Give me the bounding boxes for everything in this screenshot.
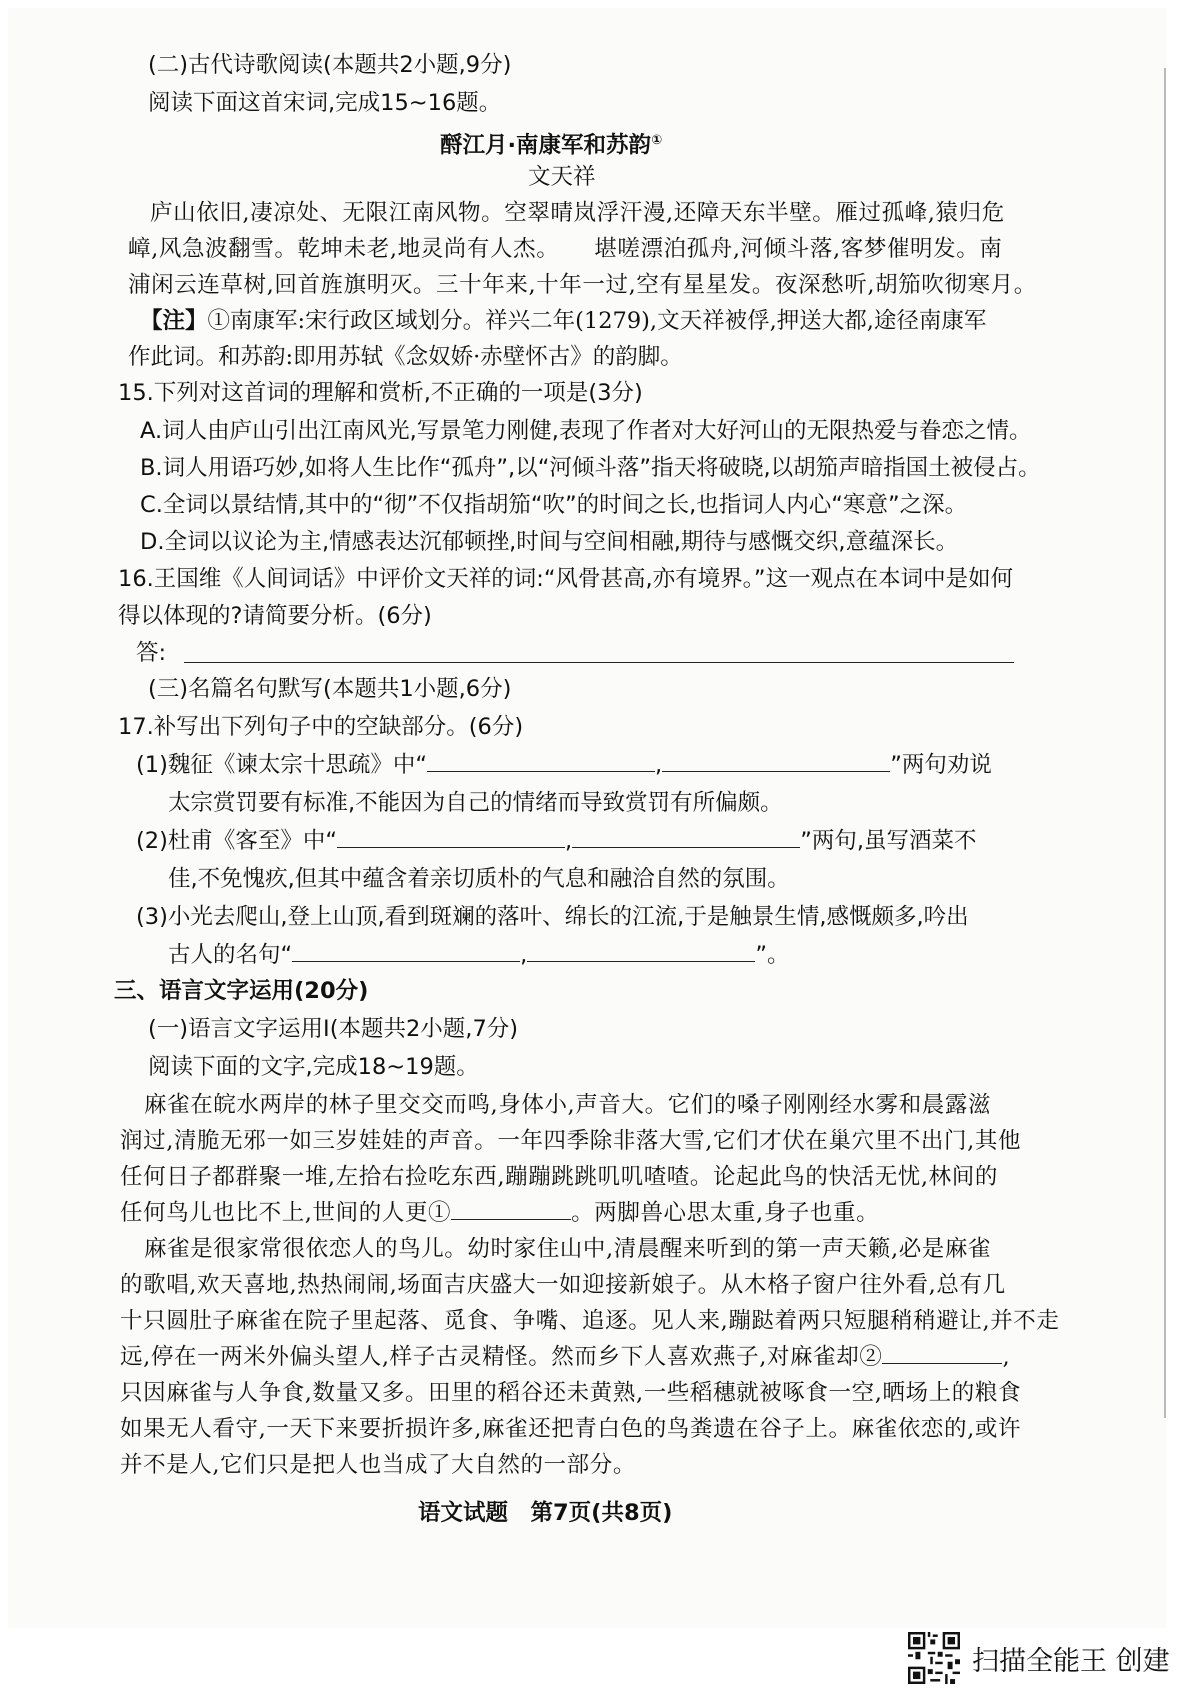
q17-blank-2a[interactable]: [337, 827, 565, 848]
section-heading-poetry: (二)古代诗歌阅读(本题共2小题,9分): [148, 52, 512, 78]
passage-line-9: 只因麻雀与人争食,数量又多。田里的稻谷还未黄熟,一些稻穗就被啄食一空,晒场上的粮食: [120, 1380, 1022, 1406]
q15-option-b: B.词人用语巧妙,如将人生比作“孤舟”,以“河倾斗落”指天将破晓,以胡笳声暗指国土被侵占。: [140, 455, 1041, 481]
q16-line-2: 得以体现的?请简要分析。(6分): [118, 603, 432, 629]
passage-line-2: 润过,清脆无邪一如三岁娃娃的声音。一年四季除非落大雪,它们才伏在巢穴里不出门,其他: [120, 1128, 1022, 1154]
poem-line-3: 浦闲云连草树,回首旌旗明灭。三十年来,十年一过,空有星星发。夜深愁听,胡笳吹彻寒月。: [128, 272, 1037, 298]
q15-option-d: D.全词以议论为主,情感表达沉郁顿挫,时间与空间相融,期待与感慨交织,意蕴深长。: [140, 529, 959, 555]
page-footer: 语文试题 第7页(共8页): [418, 1500, 673, 1526]
poem-line-2: 嶂,风急波翻雪。乾坤未老,地灵尚有人杰。 堪嗟漂泊孤舟,河倾斗落,客梦催明发。南: [128, 236, 1003, 262]
language-instruction: 阅读下面的文字,完成18~19题。: [148, 1054, 479, 1080]
q16-answer-line[interactable]: [184, 662, 1014, 663]
passage-line-5: 麻雀是很家常很依恋人的鸟儿。幼时家住山中,清晨醒来听到的第一声天籁,必是麻雀: [144, 1236, 992, 1262]
passage-line-8: 远,停在一两米外偏头望人,样子古灵精怪。然而乡下人喜欢燕子,对麻雀却② ,: [120, 1344, 1011, 1370]
poetry-instruction: 阅读下面这首宋词,完成15~16题。: [148, 90, 502, 116]
q15-option-a: A.词人由庐山引出江南风光,写景笔力刚健,表现了作者对大好河山的无限热爱与眷恋之情。: [140, 418, 1032, 444]
passage-line-1: 麻雀在皖水两岸的林子里交交而鸣,身体小,声音大。它们的嗓子刚刚经水雾和晨露滋: [144, 1092, 992, 1118]
passage-line-3: 任何日子都群聚一堆,左拾右捡吃东西,蹦蹦跳跳叽叽喳喳。论起此鸟的快活无忧,林间的: [120, 1164, 998, 1190]
q17-part3-line1: (3)小光去爬山,登上山顶,看到斑斓的落叶、绵长的江流,于是触景生情,感慨颇多,吟出: [136, 904, 969, 930]
exam-page: [8, 8, 1166, 1628]
q17-blank-2b[interactable]: [572, 827, 800, 848]
passage-line-4: 任何鸟儿也比不上,世间的人更① 。两脚兽心思太重,身子也重。: [120, 1200, 880, 1226]
poem-author: 文天祥: [528, 164, 596, 190]
q17-part1-line1: (1)魏征《谏太宗十思疏》中“ , ”两句劝说: [136, 752, 992, 778]
q16-answer-label: 答:: [136, 640, 167, 666]
passage-line-11: 并不是人,它们只是把人也当成了大自然的一部分。: [120, 1452, 636, 1478]
note-tag: 【注】: [140, 308, 208, 334]
passage-line-7: 十只圆肚子麻雀在院子里起落、觅食、争嘴、追逐。见人来,蹦跶着两只短腿稍稍避让,并不走: [120, 1308, 1060, 1334]
q15-option-c: C.全词以景结情,其中的“彻”不仅指胡笳“吹”的时间之长,也指词人内心“寒意”之深。: [140, 492, 968, 518]
scan-edge-line: [1164, 68, 1166, 1418]
q17-blank-3b[interactable]: [527, 941, 755, 962]
passage-line-6: 的歌唱,欢天喜地,热热闹闹,场面吉庆盛大一如迎接新娘子。从木格子窗户往外看,总有几: [120, 1272, 1006, 1298]
passage-blank-2[interactable]: [882, 1343, 1002, 1364]
q17-part2-line1: (2)杜甫《客至》中“ , ”两句,虽写酒菜不: [136, 828, 977, 854]
q17-part3-line2: 古人的名句“ , ”。: [168, 942, 790, 968]
section-heading-language: 三、语言文字运用(20分): [114, 978, 369, 1004]
q17-part1-line2: 太宗赏罚要有标准,不能因为自己的情绪而导致赏罚有所偏颇。: [168, 790, 783, 816]
qr-code-icon: [908, 1632, 960, 1684]
passage-blank-1[interactable]: [451, 1199, 571, 1220]
q17-stem: 17.补写出下列句子中的空缺部分。(6分): [118, 714, 524, 740]
poem-title: 酹江月·南康军和苏韵①: [440, 132, 663, 159]
q17-part2-line2: 佳,不免愧疚,但其中蕴含着亲切质朴的气息和融洽自然的氛围。: [168, 866, 790, 892]
section-heading-recitation: (三)名篇名句默写(本题共1小题,6分): [148, 676, 512, 702]
q15-stem: 15.下列对这首词的理解和赏析,不正确的一项是(3分): [118, 380, 643, 406]
poem-line-1: 庐山依旧,凄凉处、无限江南风物。空翠晴岚浮汗漫,还障天东半壁。雁过孤峰,猿归危: [150, 200, 1005, 226]
passage-line-10: 如果无人看守,一天下来要折损许多,麻雀还把青白色的鸟粪遗在谷子上。麻雀依恋的,或许: [120, 1416, 1022, 1442]
scanner-label: 扫描全能王 创建: [972, 1645, 1170, 1677]
q17-blank-3a[interactable]: [292, 941, 520, 962]
poem-note-1: 【注】①南康军:宋行政区域划分。祥兴二年(1279),文天祥被俘,押送大都,途径南康军: [140, 308, 987, 334]
q17-blank-1b[interactable]: [662, 751, 890, 772]
q16-line-1: 16.王国维《人间词话》中评价文天祥的词:“风骨甚高,亦有境界。”这一观点在本词中是如何: [118, 566, 1014, 592]
section-subheading-language: (一)语言文字运用Ⅰ(本题共2小题,7分): [148, 1016, 519, 1042]
poem-note-2: 作此词。和苏韵:即用苏轼《念奴娇·赤壁怀古》的韵脚。: [128, 344, 683, 370]
q17-blank-1a[interactable]: [427, 751, 655, 772]
scanner-watermark: [908, 1632, 1170, 1684]
